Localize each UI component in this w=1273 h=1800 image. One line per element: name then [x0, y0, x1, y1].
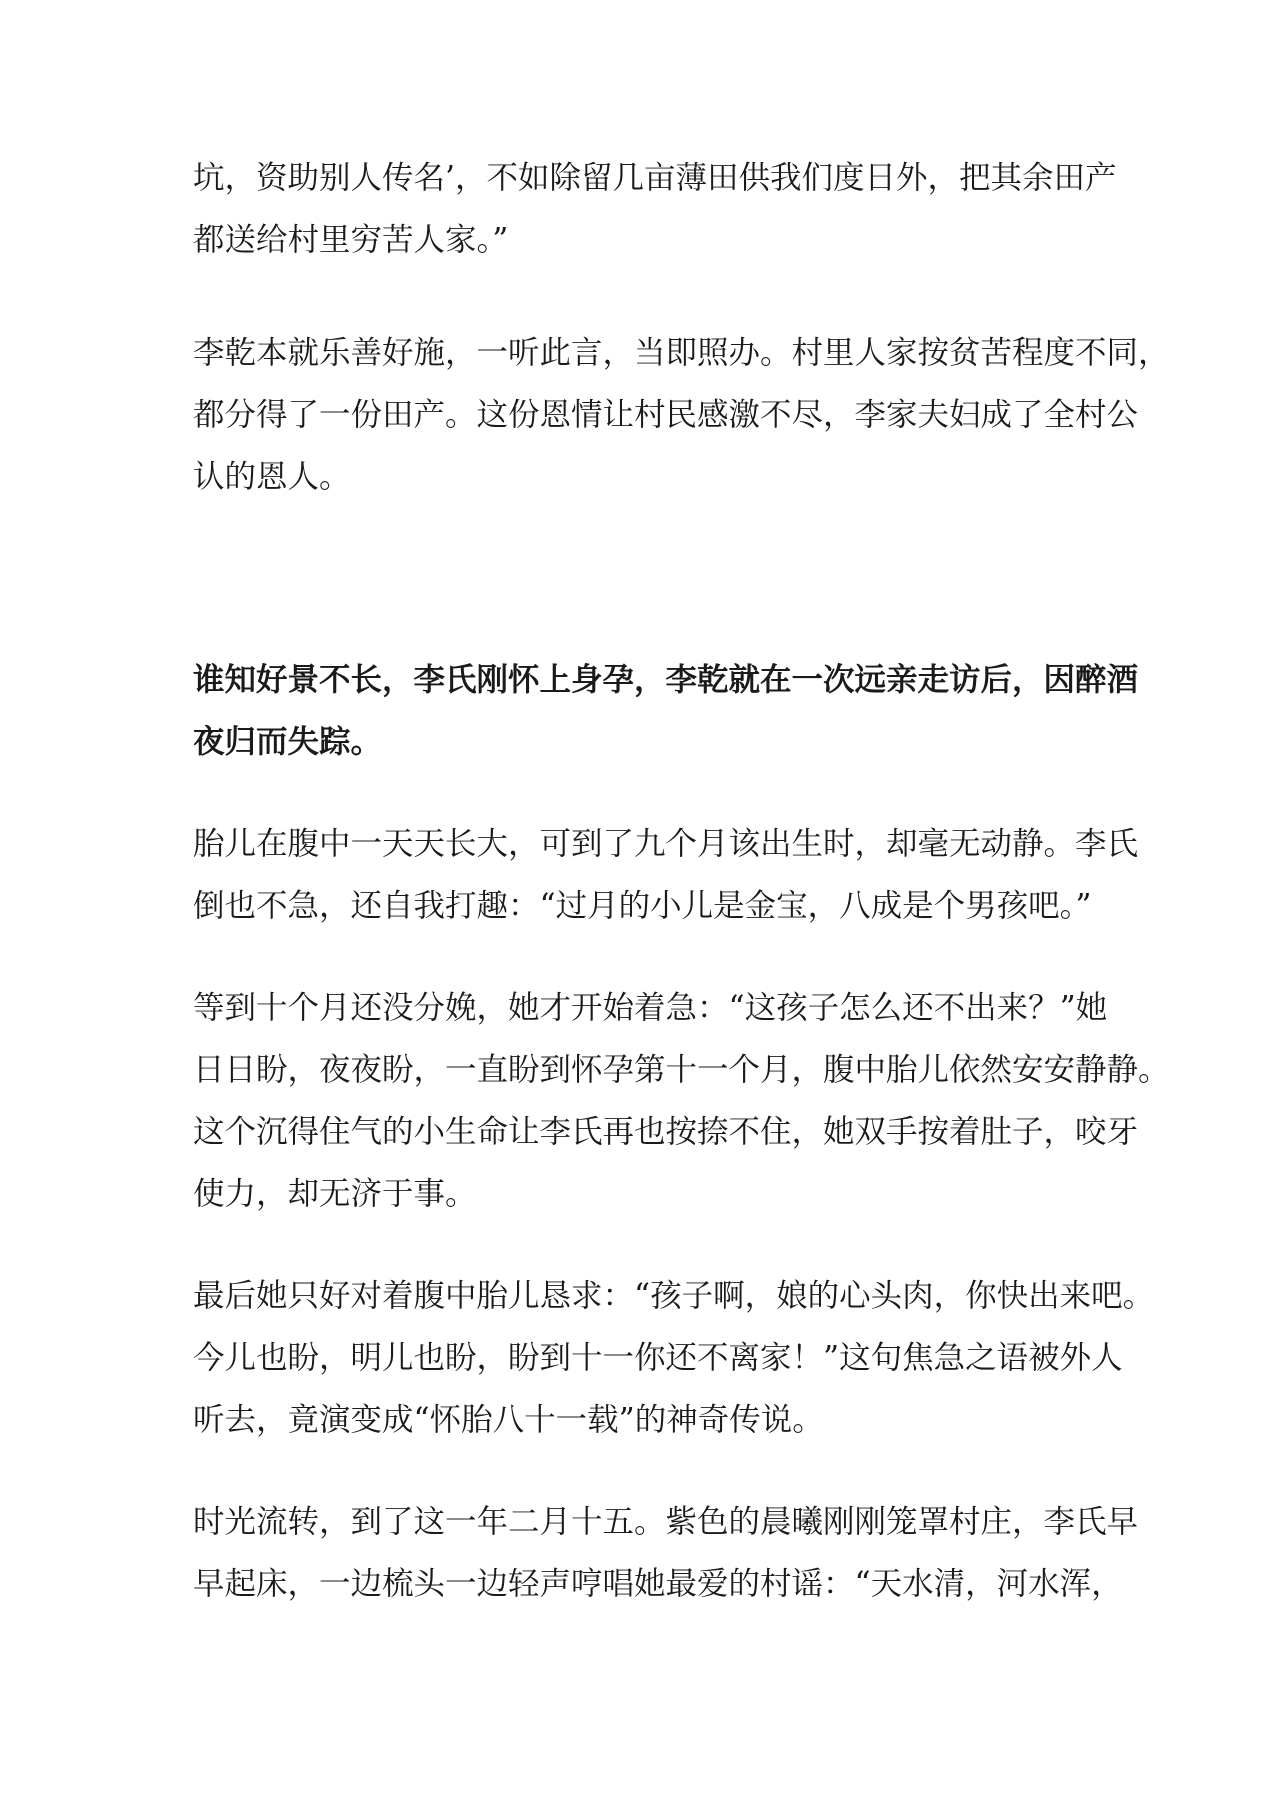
text-line: 使力，却无济于事。	[193, 1176, 477, 1212]
paragraph-6	[193, 1265, 1154, 1451]
text-line: 胎儿在腹中一天天长大，可到了九个月该出生时，却毫无动静。李氏	[193, 826, 1139, 862]
text-line: 等到十个月还没分娩，她才开始着急：“这孩子怎么还不出来？”她	[193, 990, 1108, 1026]
text-line: 倒也不急，还自我打趣：“过月的小儿是金宝，八成是个男孩吧。”	[193, 888, 1092, 924]
paragraph-7	[193, 1491, 1138, 1615]
text-line: 都分得了一份田产。这份恩情让村民感激不尽，李家夫妇成了全村公	[193, 397, 1139, 433]
text-line: 都送给村里穷苦人家。”	[193, 222, 509, 258]
text-line: 今儿也盼，明儿也盼，盼到十一你还不离家！”这句焦急之语被外人	[193, 1340, 1123, 1376]
text-line: 谁知好景不长，李氏刚怀上身孕，李乾就在一次远亲走访后，因醉酒	[193, 661, 1139, 698]
paragraph-1	[193, 147, 1117, 271]
text-line: 认的恩人。	[193, 459, 351, 495]
text-line: 时光流转，到了这一年二月十五。紫色的晨曦刚刚笼罩村庄，李氏早	[193, 1504, 1139, 1540]
paragraph-5	[193, 977, 1170, 1225]
text-line: 早起床，一边梳头一边轻声哼唱她最爱的村谣：“天水清，河水浑，	[193, 1566, 1123, 1602]
paragraph-4	[193, 813, 1138, 937]
text-line: 日日盼，夜夜盼，一直盼到怀孕第十一个月，腹中胎儿依然安安静静。	[193, 1052, 1170, 1088]
paragraph-3-bold	[193, 649, 1138, 773]
text-line: 李乾本就乐善好施，一听此言，当即照办。村里人家按贫苦程度不同，	[193, 335, 1170, 371]
text-line: 夜归而失踪。	[193, 723, 383, 760]
text-line: 听去，竟演变成“怀胎八十一载”的神奇传说。	[193, 1402, 824, 1438]
text-line: 坑，资助别人传名’，不如除留几亩薄田供我们度日外，把其余田产	[193, 160, 1117, 196]
text-line: 这个沉得住气的小生命让李氏再也按捺不住，她双手按着肚子，咬牙	[193, 1114, 1139, 1150]
paragraph-2	[193, 322, 1170, 508]
text-line: 最后她只好对着腹中胎儿恳求：“孩子啊，娘的心头肉，你快出来吧。	[193, 1278, 1155, 1314]
